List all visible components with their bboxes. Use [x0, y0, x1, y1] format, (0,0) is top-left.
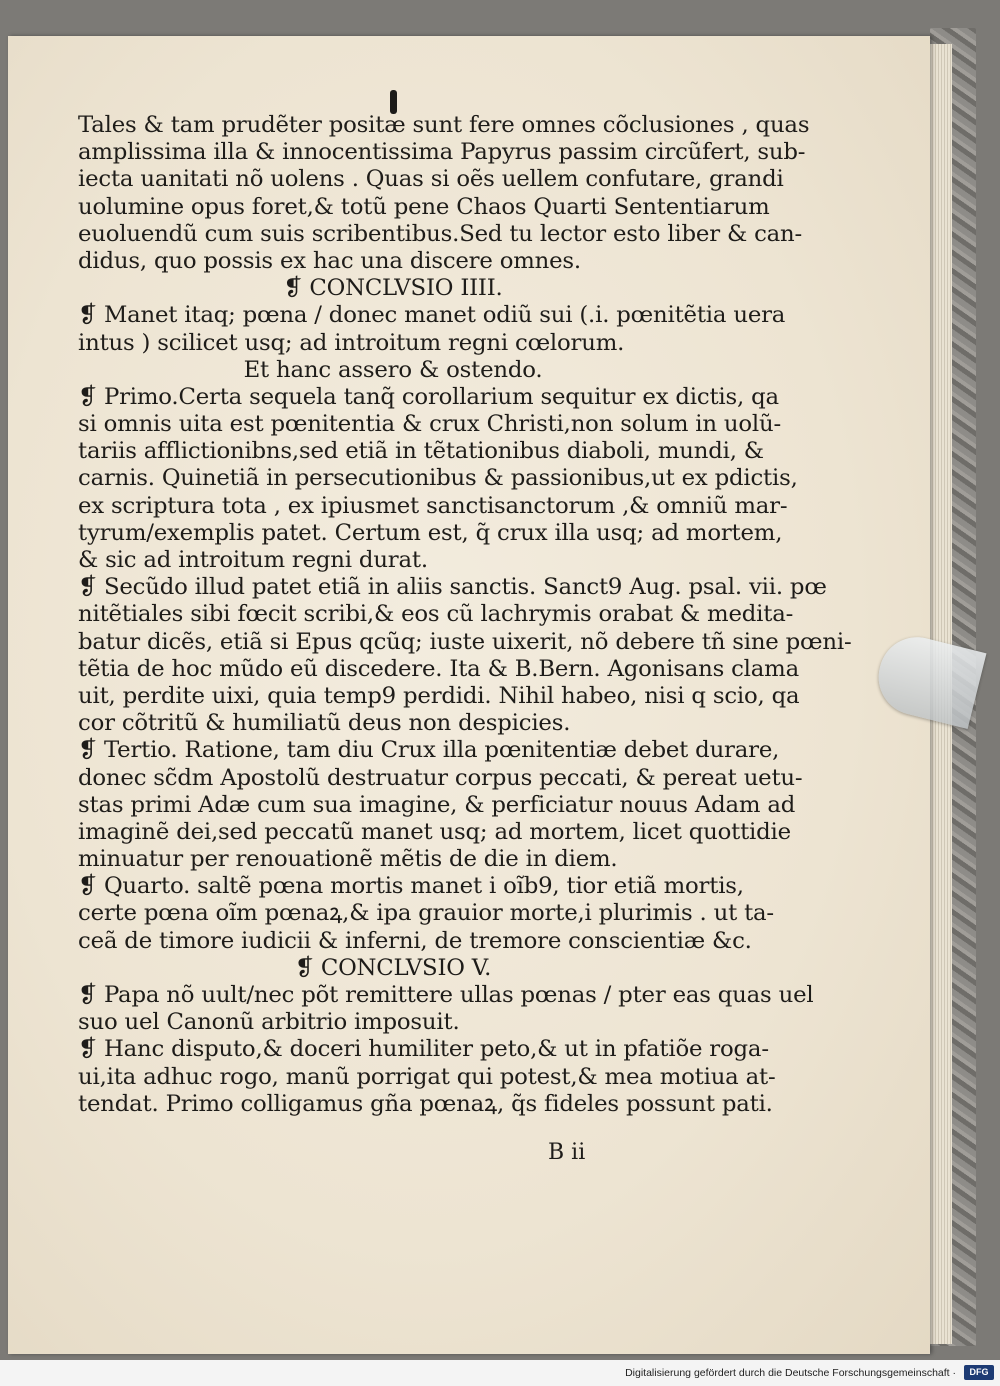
text-line: tendat. Primo colligamus gña pœnaꝝ, q̃s fideles possunt pati.	[78, 1090, 773, 1117]
text-line: ❡ Manet itaq; pœna / donec manet odiũ sui (.i. pœnitẽtia uera	[78, 302, 786, 329]
text-line: ❡ Papa nõ uult/nec põt remittere ullas pœnas / pter eas quas uel	[78, 982, 814, 1008]
page-text	[78, 112, 852, 1118]
text-line: ❡ Primo.Certa sequela tanq̃ corollarium sequitur ex dictis, qa	[78, 383, 779, 410]
text-line: ❡ Hanc disputo,& doceri humiliter peto,& ut in pfatiõe roga-	[78, 1036, 769, 1063]
text-line: didus, quo possis ex hac una discere omnes.	[78, 247, 581, 274]
footer-credit: Digitalisierung gefördert durch die Deutsche Forschungsgemeinschaft ·	[625, 1367, 956, 1379]
text-line: ❡ Secũdo illud patet etiã in aliis sanctis. Sanct9 Aug. psal. vii. pœ	[78, 574, 827, 601]
text-line: cor cõtritũ & humiliatũ deus non despicies.	[78, 710, 571, 737]
footer-bar	[0, 1360, 1000, 1386]
text-line: uolumine opus foret,& totũ pene Chaos Quarti Sententiarum	[78, 193, 770, 220]
dfg-logo: DFG	[964, 1365, 994, 1380]
text-line: euoluendũ cum suis scribentibus.Sed tu lector esto liber & can-	[78, 220, 803, 247]
text-line: minuatur per renouationẽ mẽtis de die in diem.	[78, 846, 618, 873]
text-line: batur dicẽs, etiã si Epus qcũq; iuste uixerit, nõ debere tñ sine pœni-	[78, 628, 852, 655]
signature-mark: B ii	[548, 1140, 586, 1165]
text-line: ex scriptura tota , ex ipiusmet sanctisanctorum ,& omniũ mar-	[78, 492, 788, 519]
text-line: ui,ita adhuc rogo, manũ porrigat qui potest,& mea motiua at-	[78, 1063, 776, 1090]
text-line: tariis afflictionibns,sed etiã in tẽtationibus diaboli, mundi, &	[78, 438, 764, 465]
text-line: nitẽtiales sibi fœcit scribi,& eos cũ lachrymis orabat & medita-	[78, 601, 794, 628]
text-line: imaginẽ dei,sed peccatũ manet usq; ad mortem, licet quottidie	[78, 818, 791, 845]
text-line: donec sc̃dm Apostolũ destruatur corpus peccati, & pereat uetu-	[78, 764, 803, 791]
ink-blot	[390, 90, 397, 114]
text-line: carnis. Quinetiã in persecutionibus & passionibus,ut ex pdictis,	[78, 465, 798, 492]
text-line-centered: Et hanc assero & ostendo.	[243, 356, 543, 383]
text-line: uit, perdite uixi, quia temp9 perdidi. Nihil habeo, nisi q scio, qa	[78, 682, 800, 709]
conclusion-heading-iiii: ❡ CONCLVSIO IIII.	[283, 275, 503, 302]
text-line: si omnis uita est pœnitentia & crux Christi,non solum in uolũ-	[78, 411, 781, 438]
text-line: & sic ad introitum regni durat.	[78, 547, 428, 573]
text-line: suo uel Canonũ arbitrio imposuit.	[78, 1009, 460, 1036]
text-line: iecta uanitati nõ uolens . Quas si oẽs uellem confutare, grandi	[78, 166, 784, 193]
text-line: amplissima illa & innocentissima Papyrus passim circũfert, sub-	[78, 139, 806, 166]
text-line: ❡ Quarto. saltẽ pœna mortis manet i oĩb9, tior etiã mortis,	[78, 873, 744, 900]
text-line: Tales & tam prudẽter positæ sunt fere omnes cõclusiones , quas	[78, 112, 810, 138]
text-line: tyrum/exemplis patet. Certum est, q̃ crux illa usq; ad mortem,	[78, 519, 783, 546]
text-line: ❡ Tertio. Ratione, tam diu Crux illa pœnitentiæ debet durare,	[78, 737, 780, 764]
text-line: intus ) scilicet usq; ad introitum regni cœlorum.	[78, 329, 625, 356]
text-line: ceã de timore iudicii & inferni, de tremore conscientiæ &c.	[78, 927, 752, 954]
text-line: certe pœna oĩm pœnaꝝ,& ipa grauior morte,i plurimis . ut ta-	[78, 900, 774, 927]
text-line: tẽtia de hoc mũdo eũ discedere. Ita & B.Bern. Agonisans clama	[78, 655, 799, 682]
conclusion-heading-v: ❡ CONCLVSIO V.	[294, 954, 492, 981]
text-line: stas primi Adæ cum sua imagine, & perficiatur nouus Adam ad	[78, 791, 796, 818]
